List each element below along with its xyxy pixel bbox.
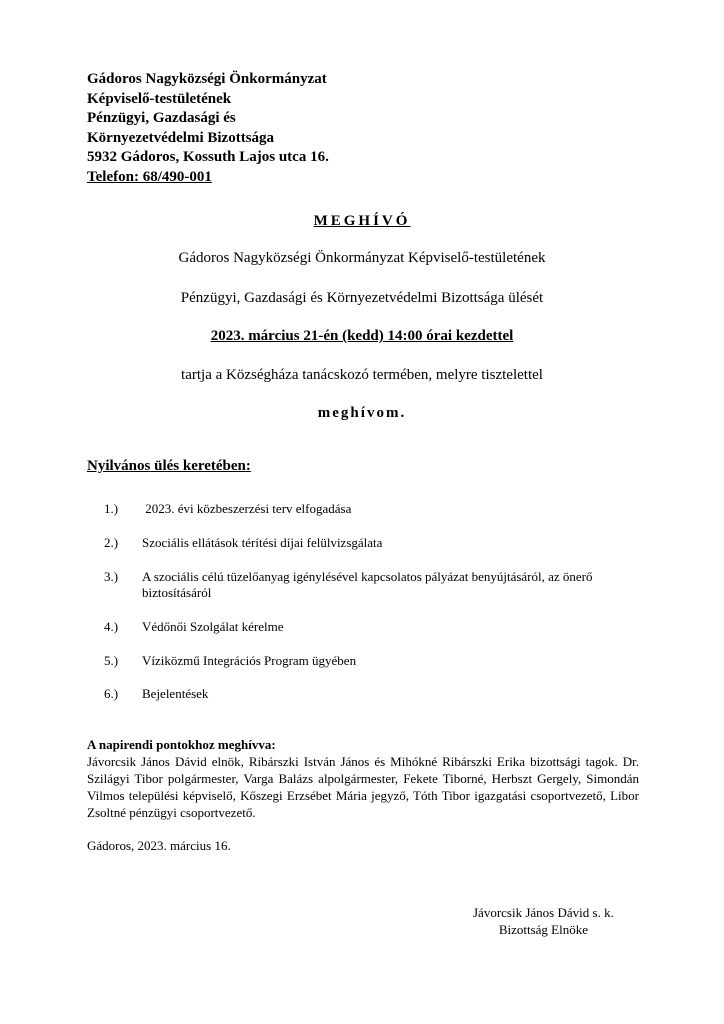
document-title: MEGHÍVÓ	[313, 213, 411, 229]
invite-word: meghívom.	[317, 405, 407, 421]
agenda-item-text: Szociális ellátások térítési díjai felülvizsgálata	[142, 535, 383, 550]
letterhead-line-3: Pénzügyi, Gazdasági és	[87, 110, 236, 126]
letterhead	[87, 70, 329, 187]
letterhead-line-1: Gádoros Nagyközségi Önkormányzat	[87, 71, 327, 87]
signature-block	[473, 904, 614, 938]
invited-section	[87, 736, 639, 821]
agenda-item-text: Víziközmű Integrációs Program ügyében	[142, 653, 357, 668]
letterhead-phone: Telefon: 68/490-001	[87, 168, 212, 185]
letterhead-line-2: Képviselő-testületének	[87, 90, 232, 107]
signature-role: Bizottság Elnöke	[498, 922, 588, 937]
agenda-item-text: Védőnői Szolgálat kérelme	[142, 619, 284, 634]
body-line-1: Gádoros Nagyközségi Önkormányzat Képviselő-testületének	[178, 250, 546, 266]
agenda-item-text: 2023. évi közbeszerzési terv elfogadása	[142, 501, 352, 516]
agenda-item-number: 4.)	[104, 619, 119, 634]
meeting-date: 2023. március 21-én (kedd) 14:00 órai kezdettel	[210, 328, 514, 344]
invited-list: Jávorcsik János Dávid elnök, Ribárszki István János és Mihókné Ribárszki Erika bizottsági tagok. Dr. Szilágyi Tibor polgármester, Varga Balázs alpolgármester, Fekete Tiborné, Herbszt Gergely, Simondán Vilmos települési képviselő, Kőszegi Erzsébet Mária jegyző, Tóth Tibor igazgatási csoportvezető, Libor Zsoltné pénzügyi csoportvezető.	[87, 754, 639, 820]
invited-heading: A napirendi pontokhoz meghívva:	[87, 737, 276, 752]
agenda-item-number: 5.)	[104, 653, 119, 668]
agenda-item-number: 6.)	[104, 686, 119, 701]
agenda-item-number: 3.)	[104, 569, 119, 584]
body-line-3: tartja a Községháza tanácskozó termében, melyre tisztelettel	[181, 367, 543, 383]
agenda-item-text: A szociális célú tüzelőanyag igénylésével kapcsolatos pályázat benyújtásáról, az önerő biztosításáról	[142, 569, 593, 600]
agenda-item-number: 1.)	[104, 501, 119, 516]
letterhead-address: 5932 Gádoros, Kossuth Lajos utca 16.	[87, 149, 329, 165]
place-date: Gádoros, 2023. március 16.	[87, 838, 231, 853]
signature-name: Jávorcsik János Dávid s. k.	[473, 905, 614, 920]
public-session-heading: Nyilvános ülés keretében:	[87, 458, 251, 474]
body-line-2: Pénzügyi, Gazdasági és Környezetvédelmi Bizottsága ülését	[180, 290, 544, 306]
letterhead-line-4: Környezetvédelmi Bizottsága	[87, 129, 275, 146]
agenda-item-text: Bejelentések	[142, 686, 209, 701]
agenda-item-number: 2.)	[104, 535, 119, 550]
